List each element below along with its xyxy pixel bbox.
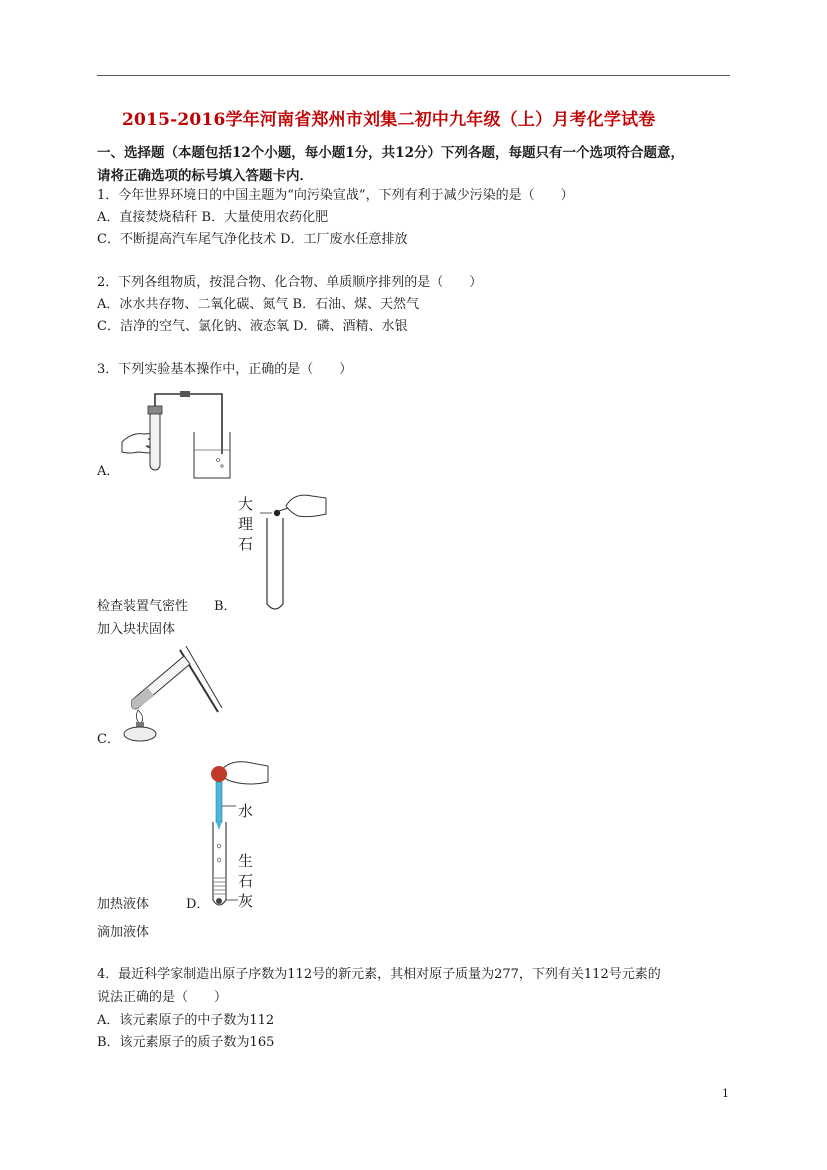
q4-stem-line1: 4．最近科学家制造出原子序数为112号的新元素，其相对原子质量为277，下列有关112号元素的 xyxy=(97,967,661,982)
q3-figure-d-lime-label xyxy=(238,851,256,911)
page-number: 1 xyxy=(722,1087,729,1100)
q3-option-c-caption: 加热液体 xyxy=(97,897,150,912)
lime-label-char-2: 石 xyxy=(238,872,254,890)
section-heading-line1: 一、选择题（本题包括12个小题，每小题1分，共12分）下列各题，每题只有一个选项符合题意， xyxy=(97,145,684,161)
q4-option-a: A．该元素原子的中子数为112 xyxy=(97,1013,275,1028)
q3-figure-c-heating xyxy=(118,642,222,742)
marble-label-char-2: 理 xyxy=(238,515,254,533)
q3-option-a-caption: 检查装置气密性 xyxy=(97,599,189,614)
marble-label-char-3: 石 xyxy=(238,535,254,553)
q1-options-cd: C．不断提高汽车尾气净化技术 D．工厂废水任意排放 xyxy=(97,232,408,247)
q1-stem: 1．今年世界环境日的中国主题为“向污染宣战”，下列有利于减少污染的是（ ） xyxy=(97,188,574,203)
q3-option-d-letter: D． xyxy=(186,897,210,912)
q2-options-ab: A．冰水共存物、二氧化碳、氮气 B．石油、煤、天然气 xyxy=(97,297,420,312)
q3-option-a-letter: A． xyxy=(97,464,120,479)
marble-label-char-1: 大 xyxy=(238,495,254,513)
q1-options-ab: A．直接焚烧秸秆 B．大量使用农药化肥 xyxy=(97,210,329,225)
q3-stem: 3．下列实验基本操作中，正确的是（ ） xyxy=(97,362,353,377)
q4-option-b: B．该元素原子的质子数为165 xyxy=(97,1035,275,1050)
q4-stem-line2: 说法正确的是（ ） xyxy=(97,990,228,1005)
q2-stem: 2．下列各组物质，按混合物、化合物、单质顺序排列的是（ ） xyxy=(97,275,483,290)
exam-title: 2015-2016学年河南省郑州市刘集二初中九年级（上）月考化学试卷 xyxy=(122,110,656,130)
q3-option-c-letter: C． xyxy=(97,732,120,747)
q2-options-cd: C．洁净的空气、氯化钠、液态氧 D．磷、酒精、水银 xyxy=(97,319,408,334)
q3-figure-b-label xyxy=(238,494,256,554)
q3-option-b-caption: 加入块状固体 xyxy=(97,622,176,637)
header-rule xyxy=(97,75,730,76)
section-heading-line2: 请将正确选项的标号填入答题卡内． xyxy=(97,168,313,184)
q3-figure-a-airtightness xyxy=(118,388,236,480)
q3-option-d-caption: 滴加液体 xyxy=(97,925,150,940)
lime-label-char-3: 灰 xyxy=(238,892,254,910)
lime-label-char-1: 生 xyxy=(238,852,254,870)
q3-figure-d-water-label: 水 xyxy=(238,802,254,820)
airtightness-check-icon xyxy=(118,388,236,480)
alcohol-lamp-heating-icon xyxy=(118,642,222,742)
q3-option-b-letter: B． xyxy=(214,599,237,614)
